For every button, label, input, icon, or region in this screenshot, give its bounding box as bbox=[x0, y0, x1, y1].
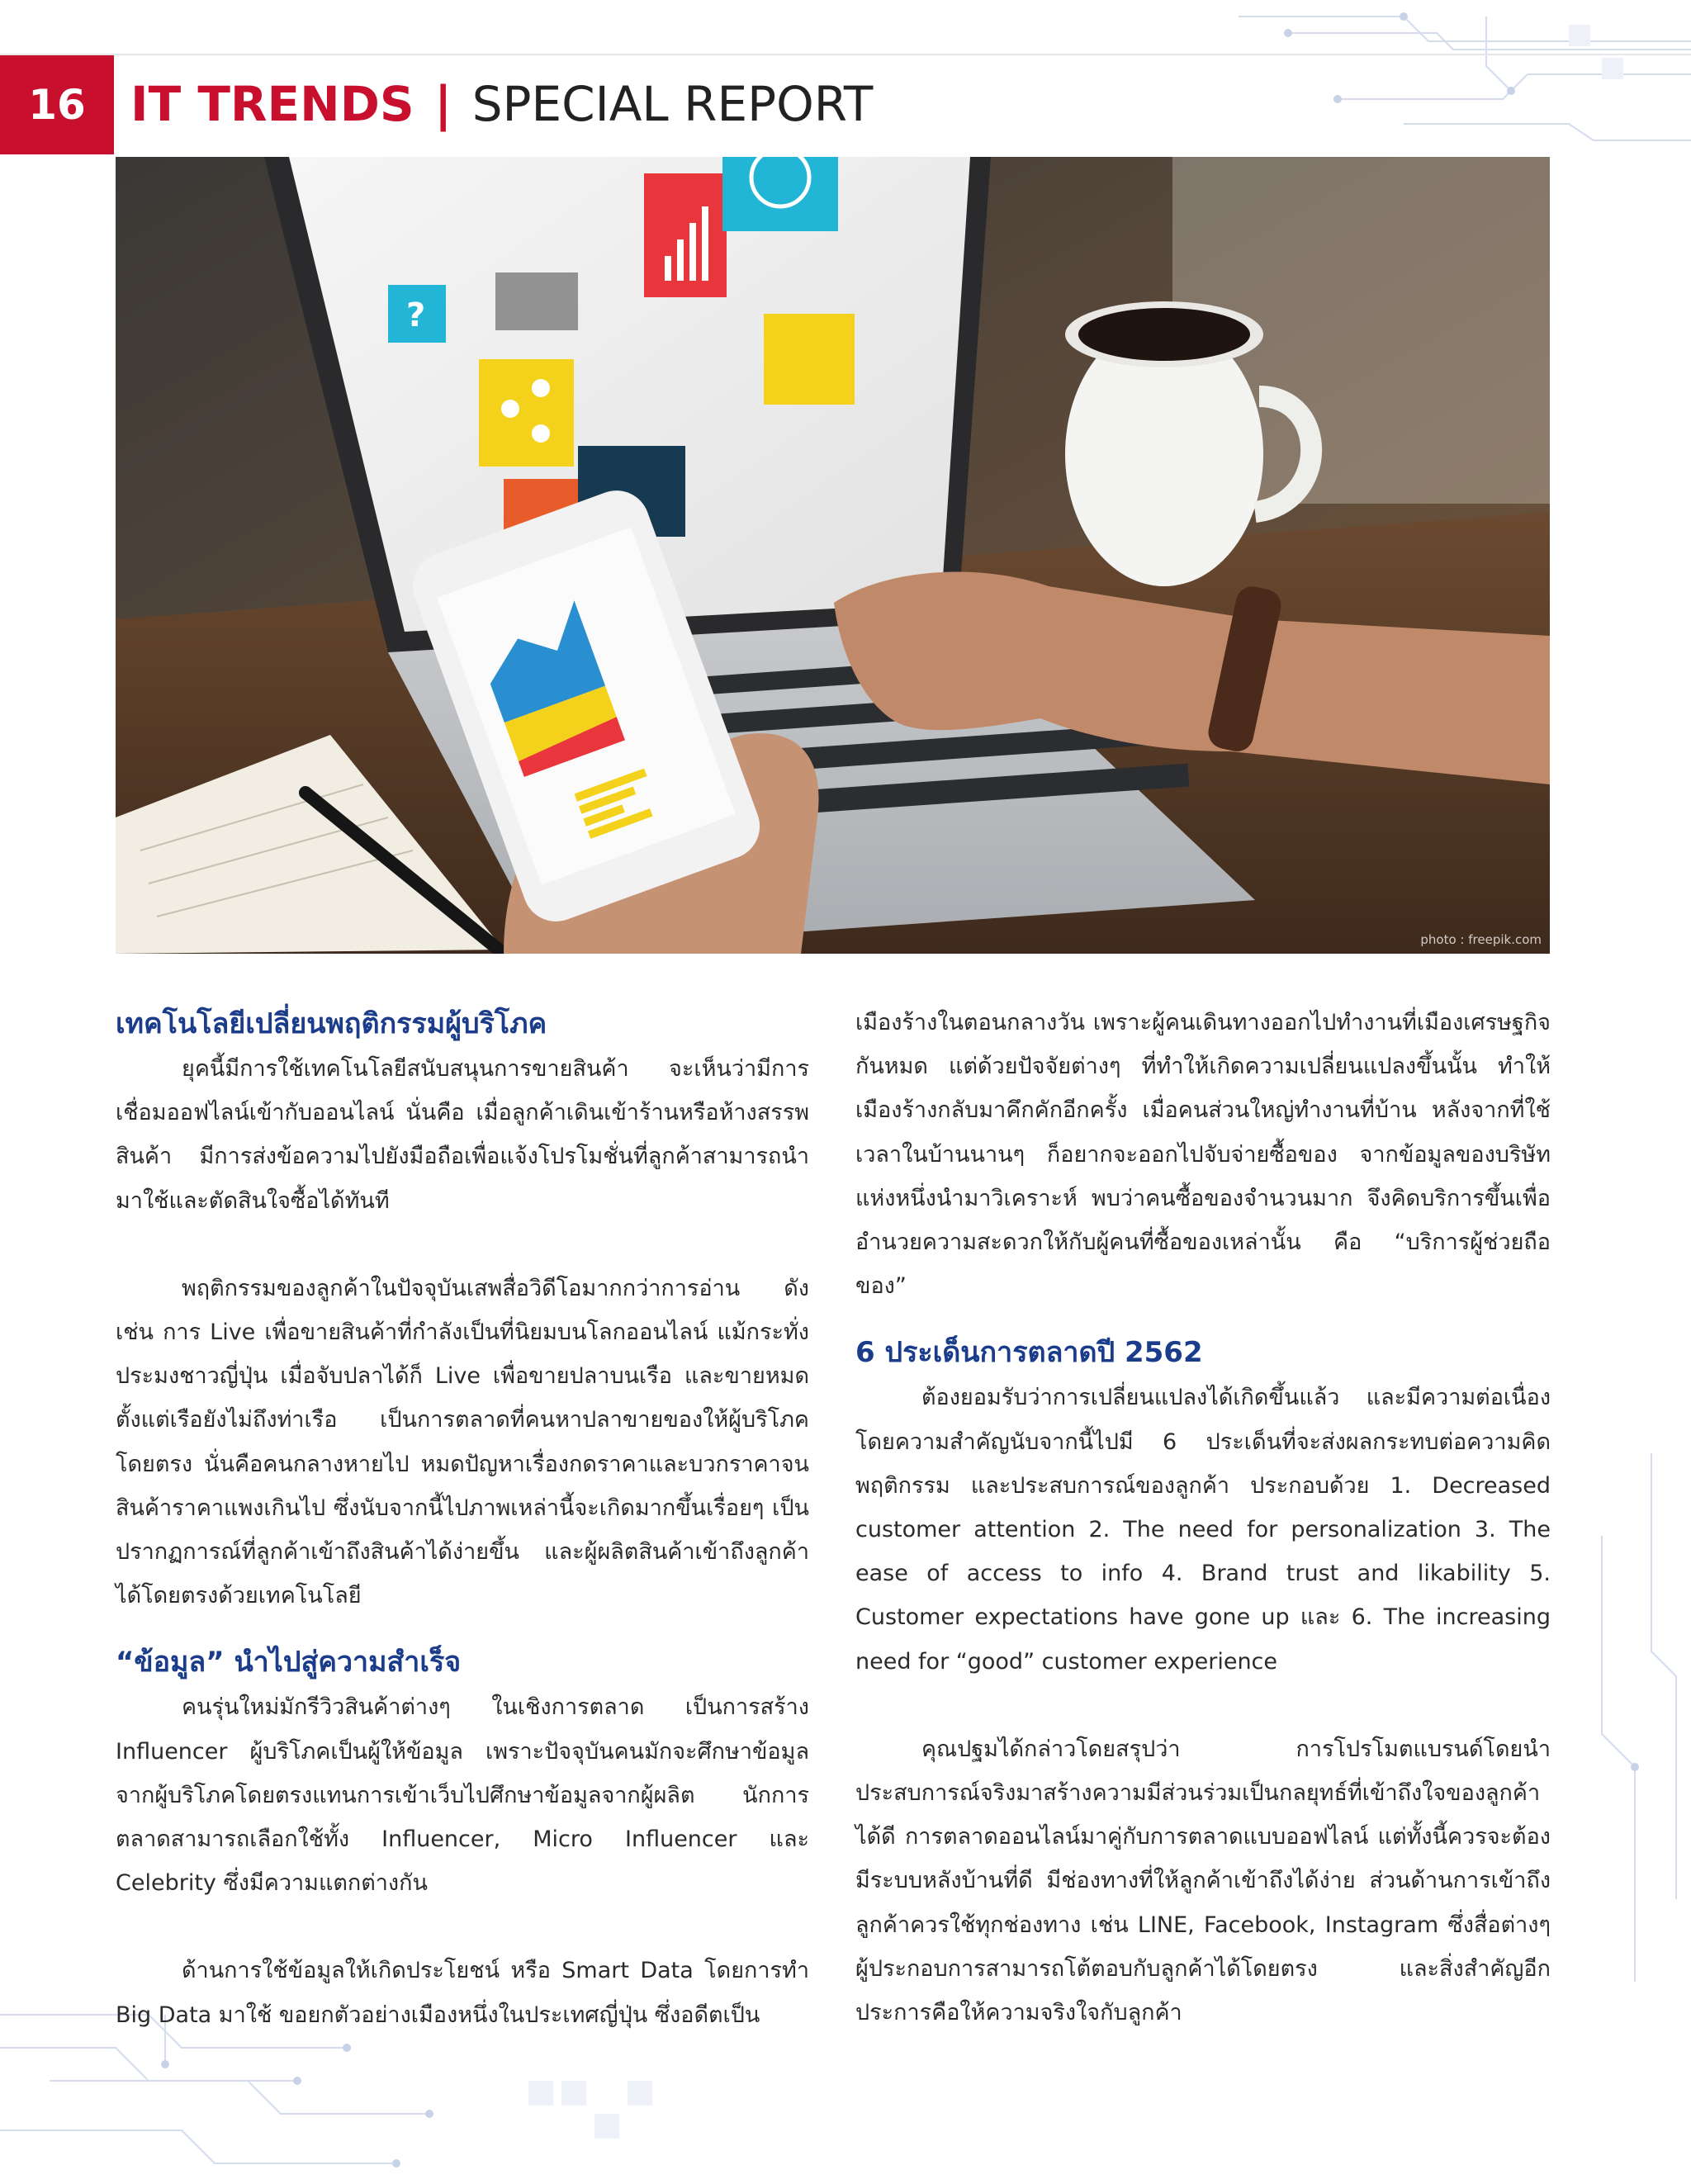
paragraph-spacer bbox=[116, 1223, 809, 1267]
photo-credit: photo : freepik.com bbox=[1420, 932, 1542, 947]
paragraph: คุณปฐมได้กล่าวโดยสรุปว่า การโปรโมตแบรนด์โดยนำประสบการณ์จริงมาสร้างความมีส่วนร่วมเป็นกลยุทธ์ที่เข้าถึงใจของลูกค้าได้ดี การตลาดออนไลน์มาคู่กับการตลาดแบบออฟไลน์ แต่ทั้งนี้ควรจะต้องมีระบบหลังบ้านที่ดี มีช่องทางที่ให้ลูกค้าเข้าถึงได้ง่าย ส่วนด้านการเข้าถึงลูกค้าควรใช้ทุกช่องทาง เช่น LINE, Facebook, Instagram ซึ่งสื่อต่างๆ ผู้ประกอบการสามารถโต้ตอบกับลูกค้าได้โดยตรง และสิ่งสำคัญอีกประการคือให้ความจริงใจกับลูกค้า bbox=[855, 1736, 1551, 2026]
section-heading-data-success: “ข้อมูล” นำไปสู่ความสำเร็จ bbox=[116, 1646, 462, 1679]
section-heading-marketing-2562: 6 ประเด็นการตลาดปี 2562 bbox=[855, 1336, 1203, 1370]
section-spacer bbox=[116, 1618, 809, 1639]
paragraph: ด้านการใช้ข้อมูลให้เกิดประโยชน์ หรือ Smart Data โดยการทำ Big Data มาใช้ ขอยกตัวอย่างเมืองหนึ่งในประเทศญี่ปุ่น ซึ่งอดีตเป็น bbox=[116, 1958, 809, 2028]
section-subtitle: SPECIAL REPORT bbox=[471, 76, 874, 132]
header-rule bbox=[0, 54, 1691, 55]
screen-tile-gray bbox=[495, 272, 578, 330]
screen-tile-yellow-user bbox=[764, 314, 855, 405]
paragraph: ยุคนี้มีการใช้เทคโนโลยีสนับสนุนการขายสินค้า จะเห็นว่ามีการเชื่อมออฟไลน์เข้ากับออนไลน์ นั่นคือ เมื่อลูกค้าเดินเข้าร้านหรือห้างสรรพสินค้า มีการส่งข้อความไปยังมือถือเพื่อแจ้งโปรโมชั่นที่ลูกค้าสามารถนำมาใช้และตัดสินใจซื้อได้ทันที bbox=[116, 1056, 809, 1214]
paragraph: พฤติกรรมของลูกค้าในปัจจุบันเสพสื่อวิดีโอมากกว่าการอ่าน ดังเช่น การ Live เพื่อขายสินค้าที่กำลังเป็นที่นิยมบนโลกออนไลน์ แม้กระทั่งประมงชาวญี่ปุ่น เมื่อจับปลาได้ก็ Live เพื่อขายปลาบนเรือ และขายหมดตั้งแต่เรือยังไม่ถึงท่าเรือ เป็นการตลาดที่คนหาปลาขายของให้ผู้บริโภคโดยตรง นั่นคือคนกลางหายไป หมดปัญหาเรื่องกดราคาและบวกราคาจนสินค้าราคาแพงเกินไป ซึ่งนับจากนี้ไปภาพเหล่านี้จะเกิดมากขึ้นเรื่อยๆ เป็นปรากฏการณ์ที่ลูกค้าเข้าถึงสินค้าได้ง่ายขึ้น และผู้ผลิตสินค้าเข้าถึงลูกค้าได้โดยตรงด้วยเทคโนโลยี bbox=[116, 1275, 809, 1609]
screen-tile-red-chart bbox=[644, 173, 727, 297]
article-column-right bbox=[855, 1001, 1551, 2035]
paragraph-continued: เมืองร้างในตอนกลางวัน เพราะผู้คนเดินทางออกไปทำงานที่เมืองเศรษฐกิจกันหมด แต่ด้วยปัจจัยต่างๆ ที่ทำให้เกิดความเปลี่ยนแปลงขึ้นนั้น ทำให้เมืองร้างกลับมาคึกคักอีกครั้ง เมื่อคนส่วนใหญ่ทำงานที่บ้าน หลังจากที่ใช้เวลาในบ้านนานๆ ก็อยากจะออกไปจับจ่ายซื้อของ จากข้อมูลของบริษัทแห่งหนึ่งนำมาวิเคราะห์ พบว่าคนซื้อของจำนวนมาก จึงคิดบริการขึ้นเพื่ออำนวยความสะดวกให้กับผู้คนที่ซื้อของเหล่านั้น คือ “บริการผู้ช่วยถือของ” bbox=[855, 1010, 1551, 1300]
article-column-left bbox=[116, 1001, 809, 2037]
svg-text:?: ? bbox=[406, 296, 426, 334]
screen-tile-cyan-globe bbox=[722, 157, 838, 231]
paragraph-spacer bbox=[116, 1905, 809, 1949]
section-spacer bbox=[855, 1308, 1551, 1329]
paragraph-spacer bbox=[855, 1684, 1551, 1727]
section-brand: IT TRENDS bbox=[130, 76, 414, 132]
coffee bbox=[1078, 308, 1250, 361]
page-title bbox=[130, 71, 873, 137]
hero-photo bbox=[116, 157, 1550, 954]
paragraph: ต้องยอมรับว่าการเปลี่ยนแปลงได้เกิดขึ้นแล้ว และมีความต่อเนื่อง โดยความสำคัญนับจากนี้ไปมี 6 ประเด็นที่จะส่งผลกระทบต่อความคิด พฤติกรรม และประสบการณ์ของลูกค้า ประกอบด้วย 1. Decreased customer attention 2. The need for personalization 3. The ease of access to info 4. Brand trust and likability 5. Customer expectations have gone up และ 6. The increasing need for “good” customer experience bbox=[855, 1385, 1551, 1675]
page-number: 16 bbox=[0, 55, 114, 154]
title-separator: | bbox=[434, 76, 452, 132]
screen-tile-yellow-share bbox=[479, 359, 574, 467]
paragraph: คนรุ่นใหม่มักรีวิวสินค้าต่างๆ ในเชิงการตลาด เป็นการสร้าง Influencer ผู้บริโภคเป็นผู้ให้ข้อมูล เพราะปัจจุบันคนมักจะศึกษาข้อมูลจากผู้บริโภคโดยตรงแทนการเข้าเว็บไปศึกษาข้อมูลจากผู้ผลิต นักการตลาดสามารถเลือกใช้ทั้ง Influencer, Micro Influencer และ Celebrity ซึ่งมีความแตกต่างกัน bbox=[116, 1694, 809, 1897]
section-heading-consumer-behavior: เทคโนโลยีเปลี่ยนพฤติกรรมผู้บริโภค bbox=[116, 1007, 547, 1040]
